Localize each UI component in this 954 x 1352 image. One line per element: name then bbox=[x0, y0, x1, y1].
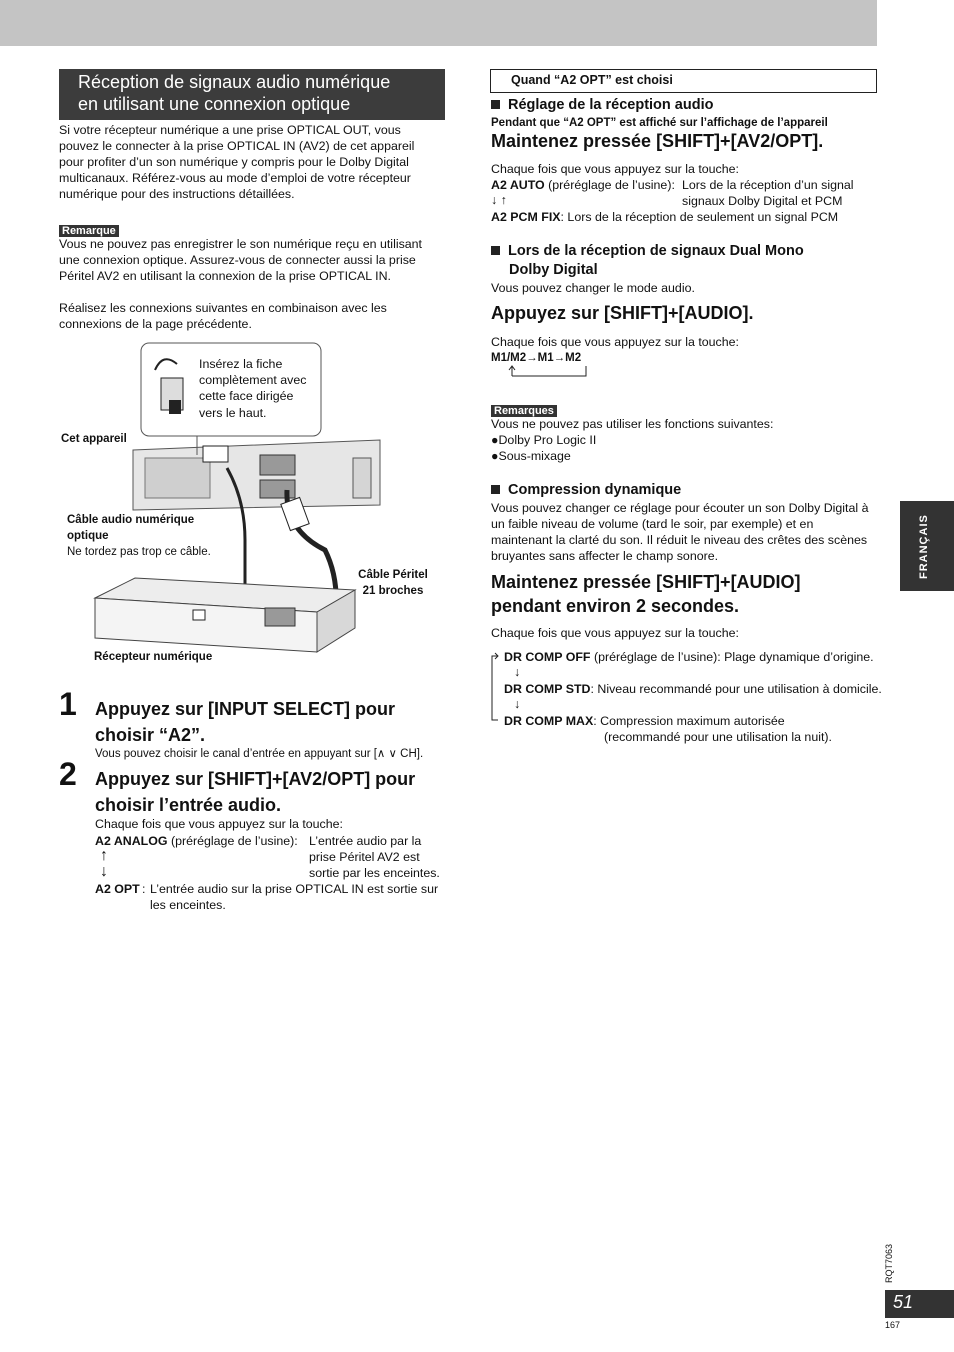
appuyez-audio: Appuyez sur [SHIFT]+[AUDIO]. bbox=[491, 303, 754, 323]
remarques-text: Vous ne pouvez pas utiliser les fonctions suivantes: ●Dolby Pro Logic II ●Sous-mixage bbox=[491, 417, 774, 463]
receiver-box bbox=[95, 578, 355, 652]
toggle-arrow-icon: ↑ ↓ bbox=[100, 847, 108, 880]
top-banner bbox=[0, 0, 877, 46]
a2-analog-label: A2 ANALOG (préréglage de l’usine): bbox=[95, 834, 298, 848]
dual-mono-heading: Lors de la réception de signaux Dual Mono Dolby Digital bbox=[491, 242, 804, 280]
label-receiver: Récepteur numérique bbox=[94, 651, 213, 663]
a2-auto-desc1: Lors de la réception d’un signal bbox=[682, 178, 854, 192]
dr-comp-off: DR COMP OFF (préréglage de l’usine): Plage dynamique d’origine. bbox=[504, 650, 874, 664]
sub-page-number: 167 bbox=[885, 1320, 901, 1330]
square-bullet-icon bbox=[491, 100, 500, 109]
page-number: 51 bbox=[885, 1290, 954, 1318]
maintenez-av2-opt: Maintenez pressée [SHIFT]+[AV2/OPT]. bbox=[491, 131, 824, 151]
step-1-note: Vous pouvez choisir le canal d’entrée en appuyant sur [∧ ∨ CH]. bbox=[95, 748, 424, 760]
label-this-unit: Cet appareil bbox=[61, 433, 127, 445]
compression-desc: Vous pouvez changer ce réglage pour écouter un son Dolby Digital à un faible niveau de volume (tard le soir, par exemple) et en maintenant la clarté du son. Il réduit le niveau des crêtes des scènes bruyantes sans affecter le champ sonore. bbox=[491, 501, 869, 563]
each-press-3: Chaque fois que vous appuyez sur la touche: bbox=[491, 626, 739, 640]
up-down-arrow-icon: ↓ ↑ bbox=[491, 193, 507, 207]
each-press-1: Chaque fois que vous appuyez sur la touche: bbox=[491, 162, 739, 176]
step-1-title: Appuyez sur [INPUT SELECT] pour choisir “A2”. bbox=[95, 699, 396, 745]
a2-opt-desc: L’entrée audio sur la prise OPTICAL IN est sortie sur les enceintes. bbox=[150, 882, 439, 912]
dual-mono-desc: Vous pouvez changer le mode audio. bbox=[491, 281, 695, 295]
combination-note: Réalisez les connexions suivantes en combinaison avec les connexions de la page précédente. bbox=[59, 301, 387, 331]
remarques-tag: Remarques bbox=[491, 405, 557, 417]
step-1-number: 1 bbox=[59, 686, 77, 722]
a2-pcm-line: A2 PCM FIX: Lors de la réception de seulement un signal PCM bbox=[491, 210, 839, 224]
remarque-text: Vous ne pouvez pas enregistrer le son numérique reçu en utilisant une connexion optique. Assurez-vous de connecter aussi la prise Péritel AV2 en utilisant la connexion de la prise OPTICAL IN. bbox=[59, 237, 422, 283]
unit-back-panel bbox=[133, 436, 380, 510]
remarque-tag: Remarque bbox=[59, 225, 119, 237]
down-arrow-icon: ↓ bbox=[514, 665, 521, 679]
maintenez-audio: Maintenez pressée [SHIFT]+[AUDIO] pendant environ 2 secondes. bbox=[491, 572, 801, 616]
square-bullet-icon bbox=[491, 485, 500, 494]
doc-code: RQT7063 bbox=[884, 1243, 894, 1283]
a2-auto-desc2: signaux Dolby Digital et PCM bbox=[682, 194, 843, 208]
language-tab: FRANÇAIS bbox=[900, 501, 954, 591]
compression-heading: Compression dynamique bbox=[491, 481, 681, 500]
down-arrow-icon: ↓ bbox=[514, 697, 521, 711]
intro-paragraph: Si votre récepteur numérique a une prise OPTICAL OUT, vous pouvez le connecter à la prise OPTICAL IN (AV2) de cet appareil pour profiter d’un son numérique y compris pour le Dolby Digital multicanaux. Référez-vous au mode d’emploi de votre récepteur numérique pour des instructions détaillées. bbox=[59, 123, 415, 201]
step-2-title: Appuyez sur [SHIFT]+[AV2/OPT] pour choisir l’entrée audio. bbox=[95, 769, 416, 815]
a2-opt-label: A2 OPT bbox=[95, 882, 140, 896]
label-optical-cable: Câble audio numérique optique Ne tordez pas trop ce câble. bbox=[67, 514, 211, 558]
pendant-note: Pendant que “A2 OPT” est affiché sur l’affichage de l’appareil bbox=[491, 117, 828, 129]
loop-arrow-icon bbox=[508, 364, 590, 378]
section-title: Réception de signaux audio numérique en utilisant une connexion optique bbox=[59, 69, 445, 120]
a2-auto-label: A2 AUTO (préréglage de l’usine): bbox=[491, 178, 675, 192]
dr-comp-std: DR COMP STD: Niveau recommandé pour une utilisation à domicile. bbox=[504, 682, 882, 696]
step-2-number: 2 bbox=[59, 756, 77, 792]
label-scart-cable: Câble Péritel 21 broches bbox=[358, 569, 428, 597]
diagram-callout: Insérez la fiche complètement avec cette face dirigée vers le haut. bbox=[199, 357, 307, 420]
step-2-each: Chaque fois que vous appuyez sur la touche: bbox=[95, 817, 343, 831]
a2-analog-desc: L’entrée audio par la prise Péritel AV2 est sortie par les enceintes. bbox=[309, 834, 440, 880]
square-bullet-icon bbox=[491, 246, 500, 255]
dr-comp-max: DR COMP MAX: Compression maximum autorisée bbox=[504, 714, 785, 728]
each-press-2: Chaque fois que vous appuyez sur la touche: bbox=[491, 335, 739, 349]
mode-sequence: M1/M2→M1→M2 bbox=[491, 352, 582, 364]
reglage-heading: Réglage de la réception audio bbox=[491, 96, 713, 115]
dr-comp-max-desc2: (recommandé pour une utilisation la nuit). bbox=[604, 730, 832, 744]
quand-box: Quand “A2 OPT” est choisi bbox=[490, 69, 877, 93]
